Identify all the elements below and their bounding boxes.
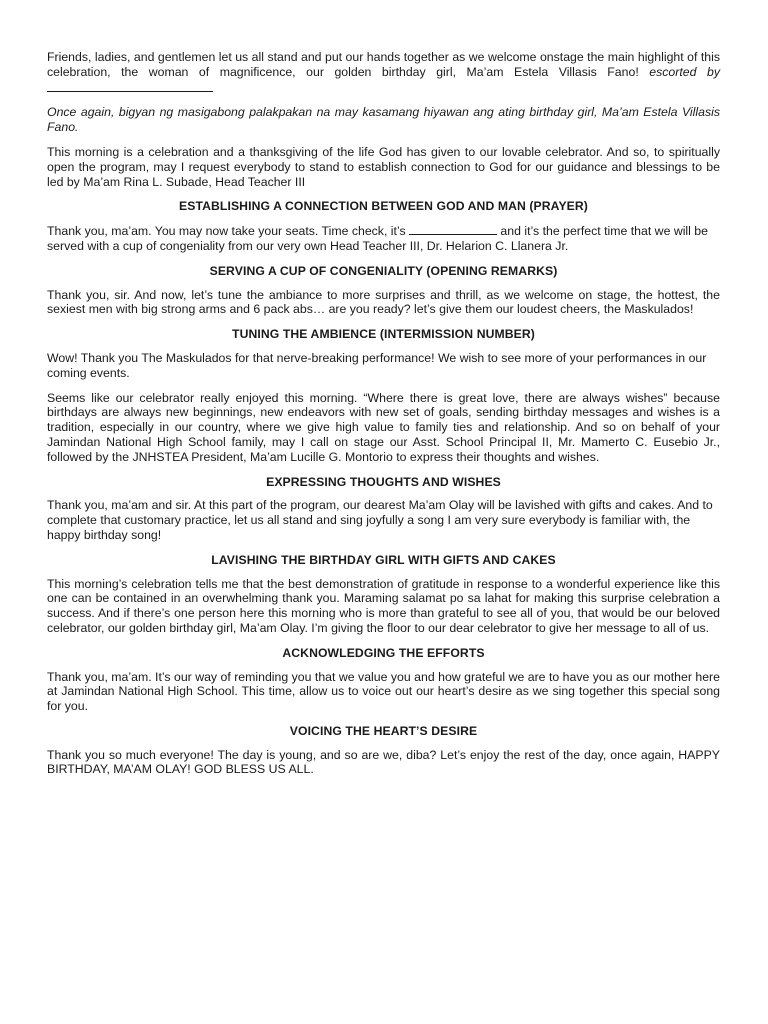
welcome-paragraph	[47, 50, 720, 95]
heading-opening-remarks: SERVING A CUP OF CONGENIALITY (OPENING REMARKS)	[209, 263, 558, 278]
heading-gifts-cakes: LAVISHING THE BIRTHDAY GIRL WITH GIFTS AND CAKES	[211, 552, 556, 567]
heading-acknowledging: ACKNOWLEDGING THE EFFORTS	[282, 645, 485, 660]
time-check-paragraph	[47, 223, 720, 254]
closing-paragraph: Thank you so much everyone! The day is young, and so are we, diba? Let’s enjoy the rest of the day, once again, HAPPY BIRTHDAY, MA’AM OLAY! GOD BLESS US ALL.	[47, 747, 720, 777]
time-blank	[409, 223, 497, 235]
time-check-text-before: Thank you, ma’am. You may now take your seats. Time check, it’s	[47, 224, 410, 239]
welcome-text: Friends, ladies, and gentlemen let us all stand and put our hands together as we welcome onstage the main highlight of this celebration, the woman of magnificence, our golden birthday girl, Ma’am Estela Villasis Fano!	[47, 50, 720, 79]
escort-name-blank	[47, 80, 213, 92]
thanks-maskulados-paragraph: Wow! Thank you The Maskulados for that nerve-breaking performance! We wish to see more of your performances in our coming events.	[47, 350, 707, 380]
heading-intermission: TUNING THE AMBIENCE (INTERMISSION NUMBER)	[232, 327, 535, 342]
escorted-by-text: escorted by	[649, 64, 720, 79]
song-intro-paragraph: Thank you, ma’am. It’s our way of reminding you that we value you and how grateful we are to have you as our mother here at Jamindan National High School. This time, allow us to voice out our heart’s desire as we sing together this special song for you.	[47, 669, 720, 714]
time-check-text-after: and it’s the perfect time that we will be served with a cup of congeniality from our very own Head Teacher III, Dr. Helarion C. Llanera Jr.	[47, 224, 708, 253]
heading-thoughts-wishes: EXPRESSING THOUGHTS AND WISHES	[266, 474, 501, 489]
document-page	[47, 50, 720, 787]
applause-paragraph: Once again, bigyan ng masigabong palakpakan na may kasamang hiyawan ang ating birthday girl, Ma’am Estela Villasis Fano.	[47, 105, 720, 135]
heading-hearts-desire: VOICING THE HEART’S DESIRE	[289, 723, 478, 738]
wishes-intro-paragraph: Seems like our celebrator really enjoyed this morning. “Where there is great love, there are always wishes” because birthdays are always new beginnings, new endeavors with new set of goals, sending birthday messages and wishes is a tradition, especially in our country, where we give high value to family ties and relationship. And so on behalf of your Jamindan National High School family, may I call on stage our Asst. School Principal II, Mr. Mamerto C. Eusebio Jr., followed by the JNHSTEA President, Ma’am Lucille G. Montorio to express their thoughts and wishes.	[47, 390, 720, 464]
intermission-intro-paragraph: Thank you, sir. And now, let’s tune the ambiance to more surprises and thrill, as we welcome on stage, the hottest, the sexiest men with big strong arms and 6 pack abs… are you ready? let’s give them our loudest cheers, the Maskulados!	[47, 287, 720, 317]
gratitude-paragraph: This morning’s celebration tells me that the best demonstration of gratitude in response to a wonderful experience like this one can be contained in an overwhelming thank you. Maraming salamat po sa lahat for making this surprise celebration a success. And if there’s one person here this morning who is more than grateful to see all of you, that would be our beloved celebrator, our golden birthday girl, Ma’am Olay. I’m giving the floor to our dear celebrator to give her message to all of us.	[47, 576, 720, 635]
prayer-intro-paragraph: This morning is a celebration and a thanksgiving of the life God has given to our lovable celebrator. And so, to spiritually open the program, may I request everybody to stand to establish connection to God for our guidance and blessings to be led by Ma’am Rina L. Subade, Head Teacher III	[47, 144, 720, 189]
heading-prayer: ESTABLISHING A CONNECTION BETWEEN GOD AND MAN (PRAYER)	[179, 199, 588, 214]
gifts-intro-paragraph: Thank you, ma’am and sir. At this part of the program, our dearest Ma’am Olay will be lavished with gifts and cakes. And to complete that customary practice, let us all stand and sing joyfully a song I am very sure everybody is familiar with, the happy birthday song!	[47, 498, 713, 542]
